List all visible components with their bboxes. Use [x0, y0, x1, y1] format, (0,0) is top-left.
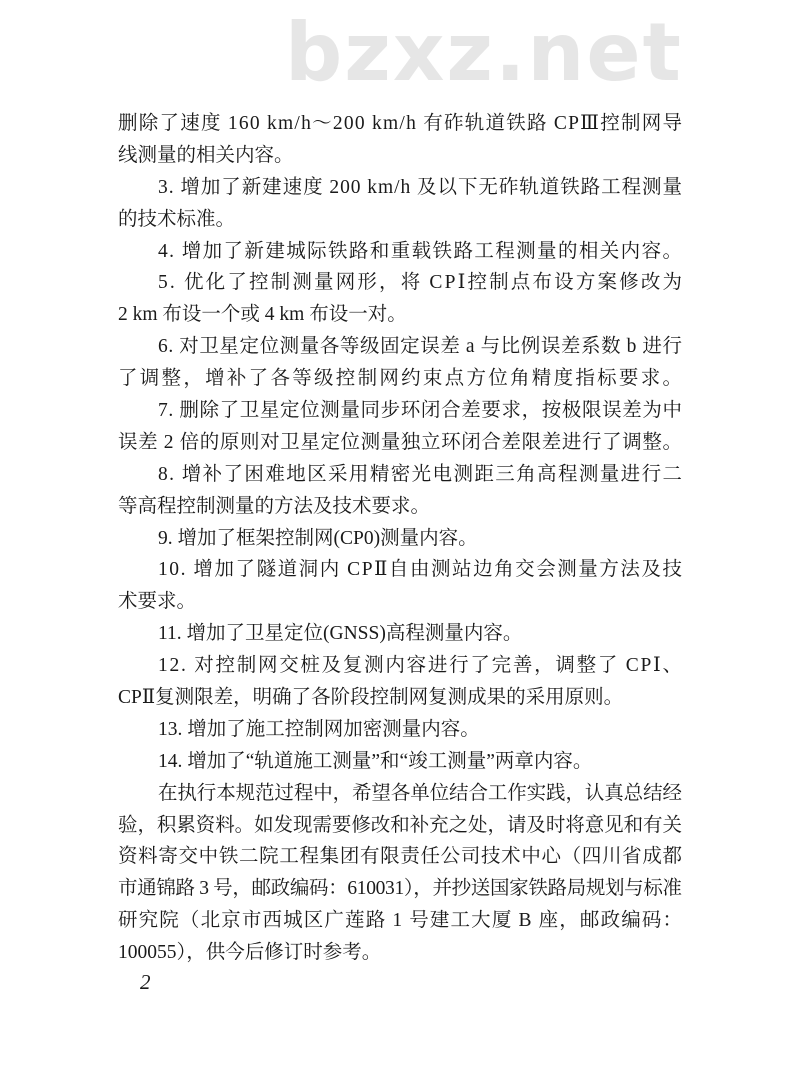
text-line: 的技术标准。 — [118, 208, 236, 230]
text-line: CPⅡ复测限差，明确了各阶段控制网复测成果的采用原则。 — [118, 687, 624, 709]
text-line: 100055），供今后修订时参考。 — [118, 942, 382, 964]
text-line: 线测量的相关内容。 — [118, 144, 294, 166]
text-line: 11. 增加了卫星定位(GNSS)高程测量内容。 — [158, 623, 523, 645]
text-line: 13. 增加了施工控制网加密测量内容。 — [158, 718, 480, 740]
text-line: 误差 2 倍的原则对卫星定位测量独立环闭合差限差进行了调整。 — [118, 431, 683, 453]
text-line: 资料寄交中铁二院工程集团有限责任公司技术中心（四川省成都 — [118, 846, 683, 868]
text-line: 9. 增加了框架控制网(CP0)测量内容。 — [158, 527, 478, 549]
text-line: 删除了速度 160 km/h～200 km/h 有砟轨道铁路 CPⅢ控制网导 — [118, 113, 684, 134]
text-line: 12. 对控制网交桩及复测内容进行了完善，调整了 CPⅠ、 — [158, 655, 684, 677]
text-line: 等高程控制测量的方法及技术要求。 — [118, 495, 431, 517]
text-line: 验，积累资料。如发现需要修改和补充之处，请及时将意见和有关 — [118, 814, 682, 836]
text-line: 3. 增加了新建速度 200 km/h 及以下无砟轨道铁路工程测量 — [158, 176, 683, 198]
text-line: 7. 删除了卫星定位测量同步环闭合差要求，按极限误差为中 — [158, 400, 683, 422]
text-line: 市通锦路 3 号，邮政编码：610031），并抄送国家铁路局规划与标准 — [118, 878, 682, 900]
text-line: 8. 增补了困难地区采用精密光电测距三角高程测量进行二 — [158, 463, 684, 485]
text-line: 研究院（北京市西城区广莲路 1 号建工大厦 B 座，邮政编码： — [118, 910, 684, 932]
page-number: 2 — [140, 970, 151, 994]
body-text — [118, 108, 685, 969]
text-line: 4. 增加了新建城际铁路和重载铁路工程测量的相关内容。 — [158, 240, 684, 262]
text-line: 5. 优化了控制测量网形，将 CPⅠ控制点布设方案修改为 — [158, 272, 685, 294]
text-line: 14. 增加了“轨道施工测量”和“竣工测量”两章内容。 — [158, 750, 593, 772]
text-line: 6. 对卫星定位测量各等级固定误差 a 与比例误差系数 b 进行 — [158, 336, 683, 358]
text-line: 了调整，增补了各等级控制网约束点方位角精度指标要求。 — [118, 368, 685, 390]
text-line: 2 km 布设一个或 4 km 布设一对。 — [118, 304, 407, 326]
text-line: 术要求。 — [118, 591, 197, 613]
text-line: 在执行本规范过程中，希望各单位结合工作实践，认真总结经 — [158, 782, 682, 804]
watermark: bzxz.net — [285, 6, 683, 99]
text-line: 10. 增加了隧道洞内 CPⅡ自由测站边角交会测量方法及技 — [158, 559, 684, 581]
